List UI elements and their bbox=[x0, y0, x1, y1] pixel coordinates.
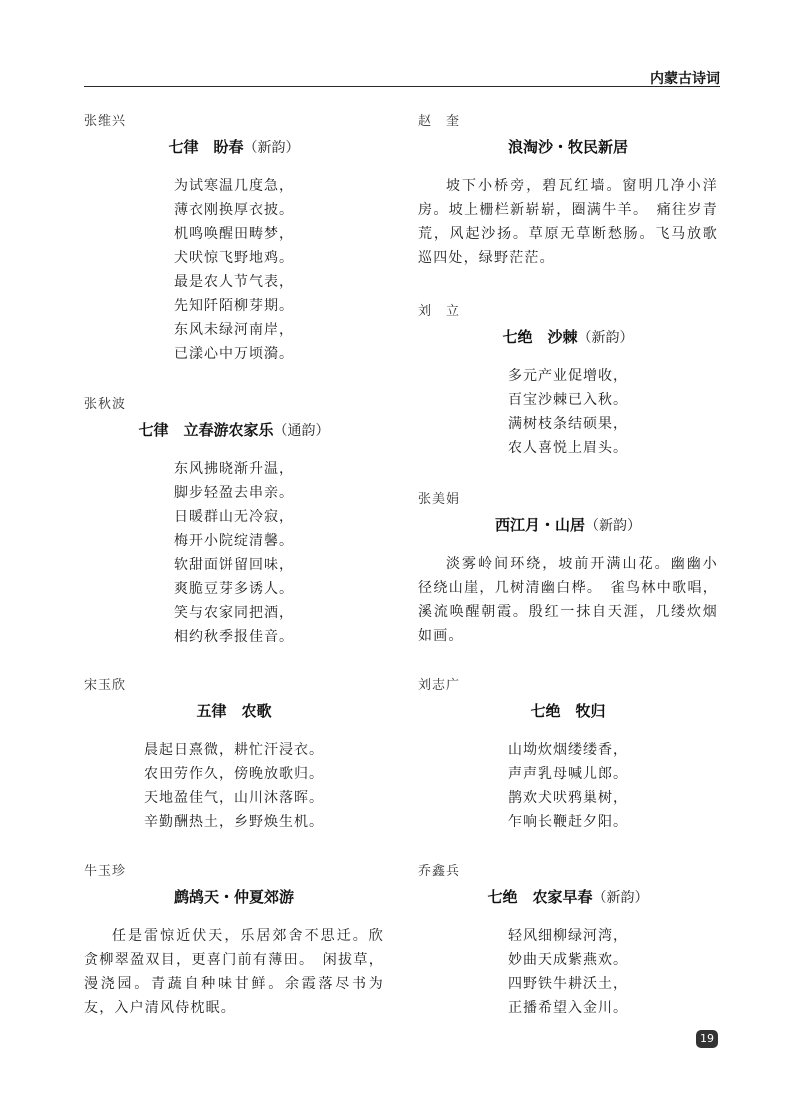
poem-line: 山坳炊烟缕缕香， bbox=[508, 742, 628, 758]
journal-title: 内蒙古诗词 bbox=[650, 71, 720, 87]
poem-rhyme-note: （新韵） bbox=[592, 890, 649, 906]
poem-line: 乍响长鞭赶夕阳。 bbox=[508, 814, 628, 830]
poem-line: 日暖群山无冷寂， bbox=[174, 509, 294, 525]
poem-title-text: 五律 农歌 bbox=[196, 702, 272, 720]
poem-title bbox=[84, 419, 384, 447]
poem-author: 乔鑫兵 bbox=[418, 864, 461, 879]
poem-line: 爽脆豆芽多诱人。 bbox=[174, 581, 294, 597]
poem-body bbox=[84, 738, 384, 834]
poem-line: 鹊欢犬吠鸦巢树， bbox=[508, 790, 628, 806]
poem-author: 张秋波 bbox=[84, 397, 127, 412]
poem-line: 脚步轻盈去串亲。 bbox=[174, 485, 294, 501]
poem-line: 农人喜悦上眉头。 bbox=[508, 440, 628, 456]
poem-author: 宋玉欣 bbox=[84, 678, 127, 693]
poem-body bbox=[418, 738, 718, 834]
poem bbox=[84, 110, 384, 366]
poem bbox=[418, 488, 718, 648]
poem-author: 赵 奎 bbox=[418, 114, 461, 129]
poem-title bbox=[84, 886, 384, 914]
poem-line: 百宝沙棘已入秋。 bbox=[508, 392, 628, 408]
poem-line: 梅开小院绽清馨。 bbox=[174, 533, 294, 549]
poem-title bbox=[418, 326, 718, 354]
poem-line: 相约秋季报佳音。 bbox=[174, 629, 294, 645]
poem-title bbox=[418, 886, 718, 914]
poem-title bbox=[418, 136, 718, 164]
poem-line: 最是农人节气表， bbox=[174, 274, 294, 290]
page-number-badge: 19 bbox=[696, 1030, 718, 1048]
poem bbox=[84, 860, 384, 1020]
poem-title bbox=[84, 700, 384, 728]
poem-text: 淡雾岭间环绕，坡前开满山花。幽幽小径绕山崖，几树清幽白桦。 雀鸟林中歌唱，溪流唤醒朝霞。殷红一抹自天涯，几缕炊烟如画。 bbox=[418, 556, 718, 644]
poem-line: 四野铁牛耕沃土， bbox=[508, 976, 628, 992]
poem-title-text: 西江月・山居 bbox=[494, 516, 585, 534]
poem-title-text: 七绝 牧归 bbox=[530, 702, 606, 720]
poem-rhyme-note: （通韵） bbox=[273, 423, 330, 439]
poem-line: 先知阡陌柳芽期。 bbox=[174, 298, 294, 314]
poem bbox=[84, 674, 384, 834]
poem-body bbox=[84, 457, 384, 649]
poem-body bbox=[418, 364, 718, 460]
poem-line: 东风未绿河南岸， bbox=[174, 322, 294, 338]
poem-author: 张美娟 bbox=[418, 492, 461, 507]
poem-author: 刘志广 bbox=[418, 678, 461, 693]
poem-title-text: 七律 立春游农家乐 bbox=[138, 421, 274, 439]
poem bbox=[418, 110, 718, 270]
poem-line: 满树枝条结硕果， bbox=[508, 416, 628, 432]
poem-line: 农田劳作久，傍晚放歌归。 bbox=[144, 766, 324, 782]
poem-line: 辛勤酬热土，乡野焕生机。 bbox=[144, 814, 324, 830]
poem-title-text: 浪淘沙・牧民新居 bbox=[507, 138, 628, 156]
poem-line: 正播希望入金川。 bbox=[508, 1000, 628, 1016]
poem bbox=[418, 860, 718, 1020]
poem-title-text: 七绝 农家早春 bbox=[487, 888, 593, 906]
poem-rhyme-note: （新韵） bbox=[585, 518, 641, 534]
poem-line: 软甜面饼留回味， bbox=[174, 557, 294, 573]
page-header bbox=[84, 56, 720, 87]
poem-line: 薄衣刚换厚衣披。 bbox=[174, 202, 294, 218]
poem-body bbox=[418, 924, 718, 1020]
poem-line: 声声乳母喊儿郎。 bbox=[508, 766, 628, 782]
poem bbox=[418, 300, 718, 460]
poem bbox=[84, 393, 384, 649]
poem-text: 坡下小桥旁，碧瓦红墙。窗明几净小洋房。坡上栅栏新崭崭，圈满牛羊。 痛往岁青荒，风起沙扬。草原无草断愁肠。飞马放歌巡四处，绿野茫茫。 bbox=[418, 178, 718, 266]
poem-title bbox=[418, 514, 718, 542]
poem-body bbox=[84, 174, 384, 366]
poem-line: 妙曲天成紫燕欢。 bbox=[508, 952, 628, 968]
poem-line: 已漾心中万顷漪。 bbox=[174, 346, 294, 362]
poem-line: 晨起日熹微，耕忙汗浸衣。 bbox=[144, 742, 324, 758]
poem-line: 轻风细柳绿河湾， bbox=[508, 928, 628, 944]
poem-line: 犬吠惊飞野地鸡。 bbox=[174, 250, 294, 266]
poem-line: 机鸣唤醒田畴梦， bbox=[174, 226, 294, 242]
poem-rhyme-note: （新韵） bbox=[577, 330, 634, 346]
poem-author: 张维兴 bbox=[84, 114, 127, 129]
poem-rhyme-note: （新韵） bbox=[243, 140, 300, 156]
poem-title bbox=[84, 136, 384, 164]
poem-line: 天地盈佳气，山川沐落晖。 bbox=[144, 790, 324, 806]
poem-title-text: 鹧鸪天・仲夏郊游 bbox=[173, 888, 294, 906]
poem-title-text: 七绝 沙棘 bbox=[502, 328, 578, 346]
poem-text: 任是雷惊近伏天，乐居郊舍不思迁。欣贪柳翠盈双目，更喜门前有薄田。 闲拔草，漫浇园。青蔬自种味甘鲜。余霞落尽书为友，入户清风侍枕眠。 bbox=[84, 928, 384, 1016]
poem-line: 东风拂晓渐升温， bbox=[174, 461, 294, 477]
poem-line: 为试寒温几度急， bbox=[174, 178, 294, 194]
poem-title-text: 七律 盼春 bbox=[168, 138, 244, 156]
poem-author: 牛玉珍 bbox=[84, 864, 127, 879]
poem-title bbox=[418, 700, 718, 728]
poem-line: 多元产业促增收， bbox=[508, 368, 628, 384]
poem-author: 刘 立 bbox=[418, 304, 461, 319]
poem bbox=[418, 674, 718, 834]
poem-line: 笑与农家同把酒， bbox=[174, 605, 294, 621]
